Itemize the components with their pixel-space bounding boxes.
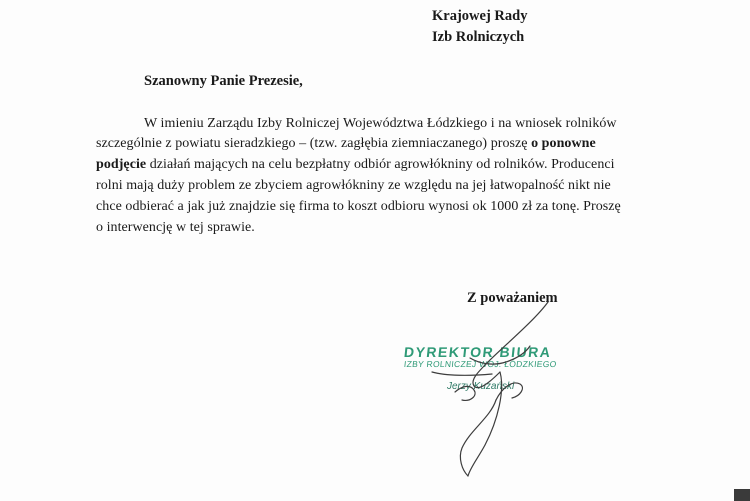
scan-edge-mark bbox=[734, 489, 750, 501]
stamp-subtitle: IZBY ROLNICZEJ WOJ. ŁÓDZKIEGO bbox=[403, 359, 558, 369]
recipient-line-1: Krajowej Rady bbox=[432, 8, 528, 24]
body-line-5: chce odbierać a jak już znajdzie się firma to koszt odbioru wynosi ok 1000 zł za tonę. Proszę bbox=[96, 199, 621, 214]
recipient-line-2: Izb Rolniczych bbox=[432, 29, 525, 45]
recipient-block bbox=[432, 6, 527, 48]
stamp-title: DYREKTOR BIURA bbox=[403, 344, 553, 360]
body-line-2 bbox=[96, 136, 596, 152]
stamp-name: Jerzy Kuzański bbox=[447, 381, 515, 392]
body-line-3 bbox=[96, 157, 615, 173]
body-line-3-bold: podjęcie bbox=[96, 157, 147, 172]
body-line-2-text: szczególnie z powiatu sieradzkiego – (tzw. zagłębia ziemniaczanego) proszę bbox=[96, 136, 532, 151]
body-line-4: rolni mają duży problem ze zbyciem agrowłókniny ze względu na jej łatwopalność nikt nie bbox=[96, 178, 611, 193]
body-line-3-text: działań mających na celu bezpłatny odbiór agrowłókniny od rolników. Producenci bbox=[146, 157, 615, 172]
salutation: Szanowny Panie Prezesie, bbox=[144, 73, 303, 89]
closing: Z poważaniem bbox=[467, 290, 558, 306]
body-line-2-bold: o ponowne bbox=[531, 136, 596, 151]
body-line-6: o interwencję w tej sprawie. bbox=[96, 220, 255, 235]
body-line-1: W imieniu Zarządu Izby Rolniczej Województwa Łódzkiego i na wniosek rolników bbox=[144, 116, 617, 131]
official-stamp bbox=[404, 344, 557, 369]
